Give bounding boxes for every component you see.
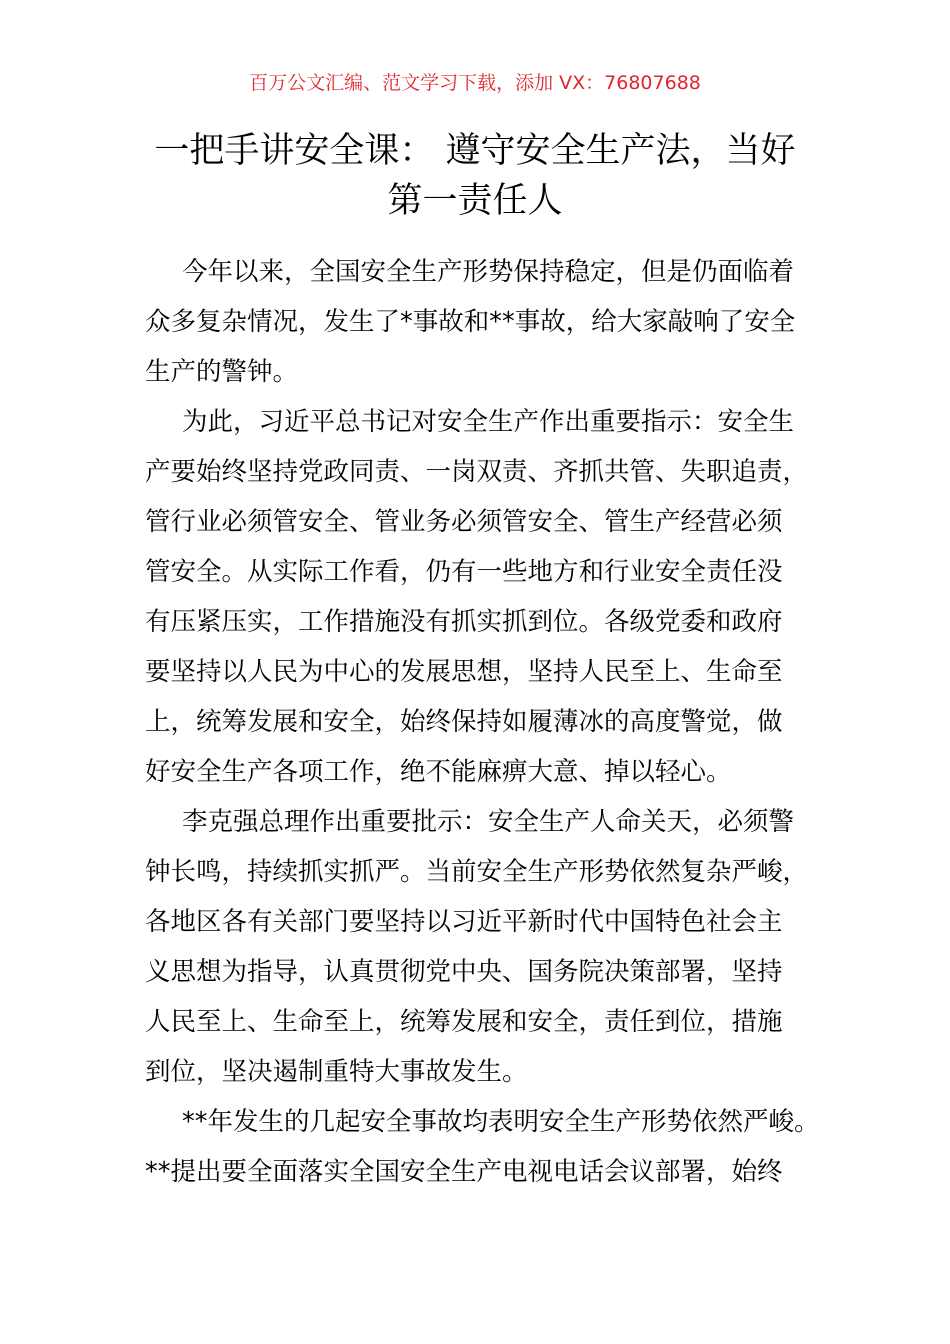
paragraph: [145, 397, 825, 797]
text-line: **提出要全面落实全国安全生产电视电话会议部署，始终: [145, 1157, 783, 1187]
text-line: 钟长鸣，持续抓实抓严。当前安全生产形势依然复杂严峻，: [145, 857, 809, 887]
text-line: 管行业必须管安全、管业务必须管安全、管生产经营必须: [145, 507, 783, 537]
document-title: [0, 126, 950, 226]
text-line: 上，统筹发展和安全，始终保持如履薄冰的高度警觉，做: [145, 707, 783, 737]
paragraph: [145, 247, 825, 397]
text-line: 生产的警钟。: [145, 357, 299, 387]
paragraph: [145, 1097, 825, 1197]
document-body: [145, 247, 825, 1197]
text-line: 产要始终坚持党政同责、一岗双责、齐抓共管、失职追责，: [145, 457, 809, 487]
text-line: 要坚持以人民为中心的发展思想，坚持人民至上、生命至: [145, 657, 783, 687]
title-line: 一把手讲安全课： 遵守安全生产法，当好: [154, 131, 796, 171]
text-line: **年发生的几起安全事故均表明安全生产形势依然严峻。: [182, 1107, 820, 1137]
text-line: 到位，坚决遏制重特大事故发生。: [145, 1057, 528, 1087]
text-line: 人民至上、生命至上，统筹发展和安全，责任到位，措施: [145, 1007, 783, 1037]
paragraph: [145, 797, 825, 1097]
text-line: 为此，习近平总书记对安全生产作出重要指示：安全生: [182, 407, 795, 437]
title-line: 第一责任人: [387, 181, 563, 221]
watermark-header: 百万公文汇编、范文学习下载，添加 VX：76807688: [249, 72, 701, 94]
text-line: 有压紧压实，工作措施没有抓实抓到位。各级党委和政府: [145, 607, 783, 637]
text-line: 各地区各有关部门要坚持以习近平新时代中国特色社会主: [145, 907, 783, 937]
text-line: 好安全生产各项工作，绝不能麻痹大意、掉以轻心。: [145, 757, 732, 787]
text-line: 今年以来，全国安全生产形势保持稳定，但是仍面临着: [182, 257, 795, 287]
text-line: 义思想为指导，认真贯彻党中央、国务院决策部署，坚持: [145, 957, 783, 987]
text-line: 众多复杂情况，发生了*事故和**事故，给大家敲响了安全: [145, 307, 796, 337]
text-line: 李克强总理作出重要批示：安全生产人命关天，必须警: [182, 807, 795, 837]
text-line: 管安全。从实际工作看，仍有一些地方和行业安全责任没: [145, 557, 783, 587]
